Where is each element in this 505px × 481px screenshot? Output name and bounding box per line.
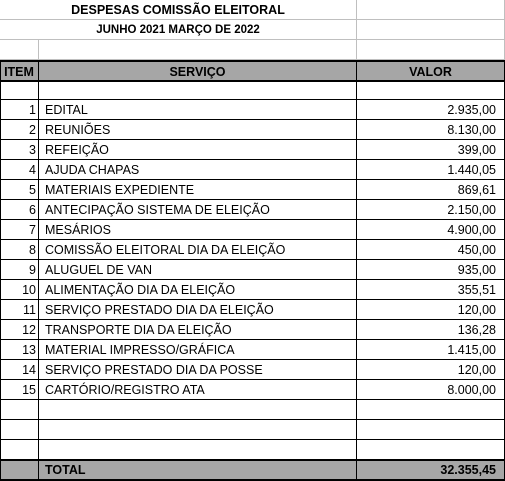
- item-cell[interactable]: 15: [0, 380, 39, 400]
- item-cell[interactable]: 10: [0, 280, 39, 300]
- empty-cell[interactable]: [39, 40, 357, 60]
- empty-cell[interactable]: [357, 420, 505, 440]
- valor-cell[interactable]: 2.150,00: [357, 200, 505, 220]
- valor-cell[interactable]: 8.000,00: [357, 380, 505, 400]
- table-row: [0, 220, 505, 240]
- blank-row: [0, 40, 505, 60]
- item-cell[interactable]: 5: [0, 180, 39, 200]
- header-item[interactable]: ITEM: [0, 62, 39, 82]
- table-row: [0, 380, 505, 400]
- item-cell[interactable]: 11: [0, 300, 39, 320]
- valor-cell[interactable]: 120,00: [357, 300, 505, 320]
- blank-row: [0, 420, 505, 440]
- servico-cell[interactable]: MESÁRIOS: [39, 220, 357, 240]
- empty-cell[interactable]: [357, 400, 505, 420]
- item-cell[interactable]: 2: [0, 120, 39, 140]
- servico-cell[interactable]: TRANSPORTE DIA DA ELEIÇÃO: [39, 320, 357, 340]
- servico-cell[interactable]: ANTECIPAÇÃO SISTEMA DE ELEIÇÃO: [39, 200, 357, 220]
- empty-cell[interactable]: [39, 420, 357, 440]
- total-value[interactable]: 32.355,45: [357, 459, 505, 481]
- servico-cell[interactable]: AJUDA CHAPAS: [39, 160, 357, 180]
- valor-cell[interactable]: 2.935,00: [357, 100, 505, 120]
- valor-cell[interactable]: 399,00: [357, 140, 505, 160]
- subtitle-row: [0, 20, 505, 40]
- table-row: [0, 100, 505, 120]
- item-cell[interactable]: 1: [0, 100, 39, 120]
- servico-cell[interactable]: MATERIAL IMPRESSO/GRÁFICA: [39, 340, 357, 360]
- valor-cell[interactable]: 8.130,00: [357, 120, 505, 140]
- item-cell[interactable]: 6: [0, 200, 39, 220]
- empty-cell[interactable]: [357, 0, 505, 20]
- servico-cell[interactable]: SERVIÇO PRESTADO DIA DA POSSE: [39, 360, 357, 380]
- blank-row: [0, 80, 505, 100]
- column-header-row: [0, 60, 505, 80]
- table-row: [0, 300, 505, 320]
- empty-cell[interactable]: [0, 440, 39, 460]
- total-row: [0, 459, 505, 481]
- title-row: [0, 0, 505, 20]
- table-row: [0, 340, 505, 360]
- header-valor[interactable]: VALOR: [357, 62, 505, 82]
- empty-cell[interactable]: [357, 440, 505, 460]
- valor-cell[interactable]: 4.900,00: [357, 220, 505, 240]
- valor-cell[interactable]: 120,00: [357, 360, 505, 380]
- sheet-subtitle[interactable]: JUNHO 2021 MARÇO DE 2022: [0, 20, 357, 40]
- servico-cell[interactable]: EDITAL: [39, 100, 357, 120]
- empty-cell[interactable]: [357, 40, 505, 60]
- servico-cell[interactable]: ALIMENTAÇÃO DIA DA ELEIÇÃO: [39, 280, 357, 300]
- valor-cell[interactable]: 136,28: [357, 320, 505, 340]
- servico-cell[interactable]: SERVIÇO PRESTADO DIA DA ELEIÇÃO: [39, 300, 357, 320]
- empty-cell[interactable]: [357, 20, 505, 40]
- valor-cell[interactable]: 1.415,00: [357, 340, 505, 360]
- servico-cell[interactable]: REFEIÇÃO: [39, 140, 357, 160]
- table-row: [0, 360, 505, 380]
- empty-cell[interactable]: [39, 80, 357, 100]
- table-row: [0, 200, 505, 220]
- item-cell[interactable]: 8: [0, 240, 39, 260]
- table-row: [0, 320, 505, 340]
- empty-cell[interactable]: [0, 40, 39, 60]
- item-cell[interactable]: 9: [0, 260, 39, 280]
- item-cell[interactable]: 13: [0, 340, 39, 360]
- item-cell[interactable]: 12: [0, 320, 39, 340]
- table-row: [0, 120, 505, 140]
- header-servico[interactable]: SERVIÇO: [39, 62, 357, 82]
- table-row: [0, 280, 505, 300]
- sheet-title[interactable]: DESPESAS COMISSÃO ELEITORAL: [0, 0, 357, 20]
- item-cell[interactable]: 4: [0, 160, 39, 180]
- empty-cell[interactable]: [357, 80, 505, 100]
- valor-cell[interactable]: 355,51: [357, 280, 505, 300]
- valor-cell[interactable]: 869,61: [357, 180, 505, 200]
- item-cell[interactable]: 3: [0, 140, 39, 160]
- empty-cell[interactable]: [39, 440, 357, 460]
- table-row: [0, 140, 505, 160]
- servico-cell[interactable]: COMISSÃO ELEITORAL DIA DA ELEIÇÃO: [39, 240, 357, 260]
- table-row: [0, 240, 505, 260]
- blank-row: [0, 440, 505, 460]
- valor-cell[interactable]: 1.440,05: [357, 160, 505, 180]
- valor-cell[interactable]: 450,00: [357, 240, 505, 260]
- servico-cell[interactable]: ALUGUEL DE VAN: [39, 260, 357, 280]
- servico-cell[interactable]: REUNIÕES: [39, 120, 357, 140]
- servico-cell[interactable]: CARTÓRIO/REGISTRO ATA: [39, 380, 357, 400]
- empty-cell[interactable]: [0, 400, 39, 420]
- total-label[interactable]: TOTAL: [39, 459, 357, 481]
- valor-cell[interactable]: 935,00: [357, 260, 505, 280]
- servico-cell[interactable]: MATERIAIS EXPEDIENTE: [39, 180, 357, 200]
- table-row: [0, 180, 505, 200]
- blank-row: [0, 400, 505, 420]
- empty-cell[interactable]: [0, 80, 39, 100]
- empty-cell[interactable]: [39, 400, 357, 420]
- empty-cell[interactable]: [0, 459, 39, 481]
- item-cell[interactable]: 14: [0, 360, 39, 380]
- table-row: [0, 160, 505, 180]
- item-cell[interactable]: 7: [0, 220, 39, 240]
- empty-cell[interactable]: [0, 420, 39, 440]
- table-row: [0, 260, 505, 280]
